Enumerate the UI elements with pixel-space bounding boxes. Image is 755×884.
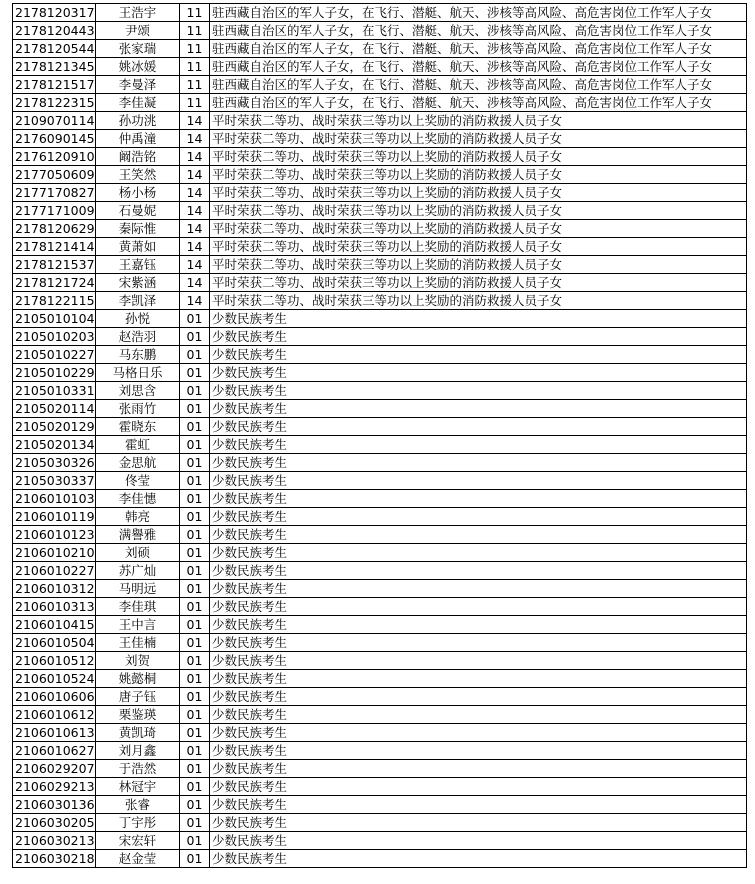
table-row <box>13 562 747 580</box>
category-cell: 少数民族考生 <box>210 688 747 706</box>
table-row <box>13 166 747 184</box>
student-name-cell: 李佳憓 <box>96 490 180 508</box>
student-name-cell: 仲禹潼 <box>96 130 180 148</box>
table-row <box>13 4 747 22</box>
category-cell: 少数民族考生 <box>210 778 747 796</box>
category-code-cell: 01 <box>180 472 210 490</box>
table-row <box>13 832 747 850</box>
student-id-cell: 2178122115 <box>13 292 96 310</box>
table-row <box>13 760 747 778</box>
category-code-cell: 11 <box>180 22 210 40</box>
student-id-cell: 2106030213 <box>13 832 96 850</box>
table-row <box>13 580 747 598</box>
student-name-cell: 金思航 <box>96 454 180 472</box>
student-id-cell: 2106010504 <box>13 634 96 652</box>
student-id-cell: 2106030136 <box>13 796 96 814</box>
category-code-cell: 14 <box>180 130 210 148</box>
category-cell: 平时荣获二等功、战时荣获三等功以上奖励的消防救援人员子女 <box>210 274 747 292</box>
student-name-cell: 满譽雅 <box>96 526 180 544</box>
category-code-cell: 11 <box>180 76 210 94</box>
student-id-cell: 2106010123 <box>13 526 96 544</box>
category-code-cell: 01 <box>180 346 210 364</box>
student-id-cell: 2106010312 <box>13 580 96 598</box>
student-name-cell: 刘月鑫 <box>96 742 180 760</box>
table-row <box>13 454 747 472</box>
student-id-cell: 2106010227 <box>13 562 96 580</box>
student-id-cell: 2106010606 <box>13 688 96 706</box>
student-id-cell: 2106010524 <box>13 670 96 688</box>
category-cell: 少数民族考生 <box>210 742 747 760</box>
student-id-cell: 2178121537 <box>13 256 96 274</box>
category-cell: 少数民族考生 <box>210 580 747 598</box>
student-name-cell: 刘思含 <box>96 382 180 400</box>
category-cell: 平时荣获二等功、战时荣获三等功以上奖励的消防救援人员子女 <box>210 130 747 148</box>
table-row <box>13 400 747 418</box>
table-row <box>13 112 747 130</box>
table-row <box>13 688 747 706</box>
category-code-cell: 01 <box>180 706 210 724</box>
student-id-cell: 2178121414 <box>13 238 96 256</box>
table-row <box>13 130 747 148</box>
table-row <box>13 220 747 238</box>
category-cell: 少数民族考生 <box>210 544 747 562</box>
student-name-cell: 马明远 <box>96 580 180 598</box>
category-cell: 少数民族考生 <box>210 724 747 742</box>
student-id-cell: 2177170827 <box>13 184 96 202</box>
category-code-cell: 01 <box>180 814 210 832</box>
student-id-cell: 2178122315 <box>13 94 96 112</box>
student-id-cell: 2105020134 <box>13 436 96 454</box>
category-code-cell: 01 <box>180 760 210 778</box>
student-name-cell: 马格日乐 <box>96 364 180 382</box>
student-id-cell: 2177050609 <box>13 166 96 184</box>
category-cell: 驻西藏自治区的军人子女，在飞行、潜艇、航天、涉核等高风险、高危害岗位工作军人子女 <box>210 58 747 76</box>
student-id-cell: 2105010203 <box>13 328 96 346</box>
student-name-cell: 王嘉钰 <box>96 256 180 274</box>
category-cell: 少数民族考生 <box>210 346 747 364</box>
table-row <box>13 490 747 508</box>
student-id-cell: 2106030218 <box>13 850 96 868</box>
table-row <box>13 670 747 688</box>
category-cell: 驻西藏自治区的军人子女，在飞行、潜艇、航天、涉核等高风险、高危害岗位工作军人子女 <box>210 40 747 58</box>
category-cell: 少数民族考生 <box>210 634 747 652</box>
category-code-cell: 11 <box>180 40 210 58</box>
category-cell: 驻西藏自治区的军人子女，在飞行、潜艇、航天、涉核等高风险、高危害岗位工作军人子女 <box>210 4 747 22</box>
student-id-cell: 2178120544 <box>13 40 96 58</box>
category-cell: 少数民族考生 <box>210 436 747 454</box>
category-cell: 少数民族考生 <box>210 490 747 508</box>
student-name-cell: 王佳楠 <box>96 634 180 652</box>
student-name-cell: 刘贺 <box>96 652 180 670</box>
student-id-cell: 2178120443 <box>13 22 96 40</box>
student-id-cell: 2176120910 <box>13 148 96 166</box>
student-id-cell: 2178120317 <box>13 4 96 22</box>
student-name-cell: 黄凯琦 <box>96 724 180 742</box>
category-code-cell: 14 <box>180 166 210 184</box>
category-code-cell: 14 <box>180 112 210 130</box>
category-code-cell: 01 <box>180 382 210 400</box>
category-code-cell: 01 <box>180 616 210 634</box>
student-name-cell: 阚浩铭 <box>96 148 180 166</box>
category-cell: 平时荣获二等功、战时荣获三等功以上奖励的消防救援人员子女 <box>210 202 747 220</box>
category-cell: 少数民族考生 <box>210 526 747 544</box>
table-row <box>13 382 747 400</box>
category-code-cell: 01 <box>180 418 210 436</box>
student-name-cell: 姚懿桐 <box>96 670 180 688</box>
student-name-cell: 丁宇彤 <box>96 814 180 832</box>
student-name-cell: 尹颂 <box>96 22 180 40</box>
table-row <box>13 22 747 40</box>
category-cell: 平时荣获二等功、战时荣获三等功以上奖励的消防救援人员子女 <box>210 220 747 238</box>
student-name-cell: 霍晓东 <box>96 418 180 436</box>
student-name-cell: 于浩然 <box>96 760 180 778</box>
student-id-cell: 2105030326 <box>13 454 96 472</box>
student-id-cell: 2106029207 <box>13 760 96 778</box>
student-name-cell: 石曼妮 <box>96 202 180 220</box>
category-code-cell: 01 <box>180 598 210 616</box>
student-name-cell: 李凯泽 <box>96 292 180 310</box>
category-code-cell: 14 <box>180 184 210 202</box>
category-cell: 少数民族考生 <box>210 850 747 868</box>
spreadsheet <box>12 3 746 868</box>
table-row <box>13 364 747 382</box>
category-cell: 少数民族考生 <box>210 562 747 580</box>
table-row <box>13 778 747 796</box>
student-id-cell: 2106010210 <box>13 544 96 562</box>
category-code-cell: 14 <box>180 202 210 220</box>
student-id-cell: 2176090145 <box>13 130 96 148</box>
table-row <box>13 310 747 328</box>
table-row <box>13 814 747 832</box>
student-id-cell: 2106030205 <box>13 814 96 832</box>
student-name-cell: 韩亮 <box>96 508 180 526</box>
table-row <box>13 598 747 616</box>
student-name-cell: 姚冰媛 <box>96 58 180 76</box>
student-name-cell: 张睿 <box>96 796 180 814</box>
table-row <box>13 418 747 436</box>
category-code-cell: 01 <box>180 742 210 760</box>
student-id-cell: 2106010103 <box>13 490 96 508</box>
category-code-cell: 01 <box>180 850 210 868</box>
table-row <box>13 58 747 76</box>
student-id-cell: 2178121517 <box>13 76 96 94</box>
category-cell: 少数民族考生 <box>210 400 747 418</box>
category-code-cell: 01 <box>180 436 210 454</box>
category-cell: 少数民族考生 <box>210 382 747 400</box>
category-cell: 平时荣获二等功、战时荣获三等功以上奖励的消防救援人员子女 <box>210 256 747 274</box>
student-name-cell: 李佳凝 <box>96 94 180 112</box>
category-cell: 驻西藏自治区的军人子女，在飞行、潜艇、航天、涉核等高风险、高危害岗位工作军人子女 <box>210 76 747 94</box>
category-code-cell: 01 <box>180 544 210 562</box>
category-cell: 少数民族考生 <box>210 670 747 688</box>
category-cell: 平时荣获二等功、战时荣获三等功以上奖励的消防救援人员子女 <box>210 238 747 256</box>
student-name-cell: 王笑然 <box>96 166 180 184</box>
table-row <box>13 94 747 112</box>
category-cell: 少数民族考生 <box>210 652 747 670</box>
category-code-cell: 14 <box>180 292 210 310</box>
student-name-cell: 王浩宇 <box>96 4 180 22</box>
category-cell: 少数民族考生 <box>210 706 747 724</box>
table-row <box>13 328 747 346</box>
student-name-cell: 林冠宇 <box>96 778 180 796</box>
table-row <box>13 292 747 310</box>
student-name-cell: 张家瑞 <box>96 40 180 58</box>
student-id-cell: 2105010331 <box>13 382 96 400</box>
table-row <box>13 850 747 868</box>
category-cell: 少数民族考生 <box>210 832 747 850</box>
category-code-cell: 01 <box>180 562 210 580</box>
table-row <box>13 706 747 724</box>
category-cell: 少数民族考生 <box>210 364 747 382</box>
table-row <box>13 526 747 544</box>
category-cell: 少数民族考生 <box>210 472 747 490</box>
student-id-cell: 2106010119 <box>13 508 96 526</box>
category-code-cell: 01 <box>180 490 210 508</box>
student-name-cell: 栗鉴瑛 <box>96 706 180 724</box>
category-code-cell: 01 <box>180 508 210 526</box>
table-row <box>13 202 747 220</box>
student-name-cell: 王中言 <box>96 616 180 634</box>
student-name-cell: 李曼泽 <box>96 76 180 94</box>
category-cell: 平时荣获二等功、战时荣获三等功以上奖励的消防救援人员子女 <box>210 184 747 202</box>
category-cell: 少数民族考生 <box>210 310 747 328</box>
student-id-cell: 2106010613 <box>13 724 96 742</box>
category-code-cell: 11 <box>180 94 210 112</box>
category-code-cell: 01 <box>180 724 210 742</box>
category-cell: 驻西藏自治区的军人子女，在飞行、潜艇、航天、涉核等高风险、高危害岗位工作军人子女 <box>210 22 747 40</box>
student-name-cell: 黄萧如 <box>96 238 180 256</box>
category-code-cell: 14 <box>180 274 210 292</box>
category-code-cell: 01 <box>180 364 210 382</box>
category-cell: 平时荣获二等功、战时荣获三等功以上奖励的消防救援人员子女 <box>210 148 747 166</box>
category-cell: 少数民族考生 <box>210 616 747 634</box>
student-id-cell: 2105020129 <box>13 418 96 436</box>
student-id-cell: 2178121724 <box>13 274 96 292</box>
table-row <box>13 76 747 94</box>
student-id-cell: 2105010104 <box>13 310 96 328</box>
category-code-cell: 01 <box>180 634 210 652</box>
table-row <box>13 346 747 364</box>
student-name-cell: 苏广灿 <box>96 562 180 580</box>
student-name-cell: 赵金莹 <box>96 850 180 868</box>
table-row <box>13 796 747 814</box>
student-name-cell: 霍虹 <box>96 436 180 454</box>
student-name-cell: 刘硕 <box>96 544 180 562</box>
category-code-cell: 14 <box>180 238 210 256</box>
category-code-cell: 01 <box>180 778 210 796</box>
table-row <box>13 652 747 670</box>
student-id-cell: 2106010612 <box>13 706 96 724</box>
category-cell: 少数民族考生 <box>210 328 747 346</box>
table-row <box>13 724 747 742</box>
student-name-cell: 秦际惟 <box>96 220 180 238</box>
category-cell: 平时荣获二等功、战时荣获三等功以上奖励的消防救援人员子女 <box>210 292 747 310</box>
category-code-cell: 01 <box>180 652 210 670</box>
student-id-cell: 2177171009 <box>13 202 96 220</box>
student-name-cell: 佟莹 <box>96 472 180 490</box>
category-code-cell: 01 <box>180 688 210 706</box>
category-code-cell: 11 <box>180 4 210 22</box>
table-row <box>13 274 747 292</box>
table-row <box>13 544 747 562</box>
student-id-cell: 2106010415 <box>13 616 96 634</box>
table-row <box>13 256 747 274</box>
category-cell: 少数民族考生 <box>210 418 747 436</box>
student-name-cell: 宋紫涵 <box>96 274 180 292</box>
table-row <box>13 436 747 454</box>
student-id-cell: 2106010627 <box>13 742 96 760</box>
category-cell: 少数民族考生 <box>210 454 747 472</box>
student-id-cell: 2178120629 <box>13 220 96 238</box>
student-name-cell: 赵浩羽 <box>96 328 180 346</box>
table-row <box>13 634 747 652</box>
student-id-cell: 2105010227 <box>13 346 96 364</box>
student-id-cell: 2105010229 <box>13 364 96 382</box>
student-name-cell: 杨小杨 <box>96 184 180 202</box>
category-code-cell: 01 <box>180 526 210 544</box>
category-code-cell: 01 <box>180 454 210 472</box>
table-row <box>13 472 747 490</box>
table-row <box>13 184 747 202</box>
category-code-cell: 01 <box>180 310 210 328</box>
student-name-cell: 张雨竹 <box>96 400 180 418</box>
table-body <box>13 4 747 868</box>
student-name-cell: 李佳琪 <box>96 598 180 616</box>
category-code-cell: 01 <box>180 832 210 850</box>
table-row <box>13 238 747 256</box>
student-name-cell: 唐子钰 <box>96 688 180 706</box>
table-row <box>13 616 747 634</box>
category-cell: 平时荣获二等功、战时荣获三等功以上奖励的消防救援人员子女 <box>210 166 747 184</box>
category-code-cell: 01 <box>180 400 210 418</box>
category-code-cell: 01 <box>180 580 210 598</box>
table-row <box>13 742 747 760</box>
category-code-cell: 01 <box>180 328 210 346</box>
category-cell: 少数民族考生 <box>210 814 747 832</box>
student-name-cell: 孙悦 <box>96 310 180 328</box>
category-cell: 少数民族考生 <box>210 508 747 526</box>
category-cell: 少数民族考生 <box>210 598 747 616</box>
category-code-cell: 01 <box>180 796 210 814</box>
student-name-cell: 宋宏轩 <box>96 832 180 850</box>
student-id-cell: 2178121345 <box>13 58 96 76</box>
student-id-cell: 2105020114 <box>13 400 96 418</box>
student-id-cell: 2106010512 <box>13 652 96 670</box>
category-code-cell: 11 <box>180 58 210 76</box>
category-cell: 少数民族考生 <box>210 796 747 814</box>
bonus-points-table <box>12 3 747 868</box>
table-row <box>13 508 747 526</box>
student-id-cell: 2109070114 <box>13 112 96 130</box>
student-id-cell: 2105030337 <box>13 472 96 490</box>
category-cell: 平时荣获二等功、战时荣获三等功以上奖励的消防救援人员子女 <box>210 112 747 130</box>
category-cell: 驻西藏自治区的军人子女，在飞行、潜艇、航天、涉核等高风险、高危害岗位工作军人子女 <box>210 94 747 112</box>
category-code-cell: 01 <box>180 670 210 688</box>
category-code-cell: 14 <box>180 220 210 238</box>
student-name-cell: 马东鹏 <box>96 346 180 364</box>
category-code-cell: 14 <box>180 148 210 166</box>
student-id-cell: 2106010313 <box>13 598 96 616</box>
category-code-cell: 14 <box>180 256 210 274</box>
table-row <box>13 148 747 166</box>
table-row <box>13 40 747 58</box>
category-cell: 少数民族考生 <box>210 760 747 778</box>
student-name-cell: 孙功洮 <box>96 112 180 130</box>
student-id-cell: 2106029213 <box>13 778 96 796</box>
